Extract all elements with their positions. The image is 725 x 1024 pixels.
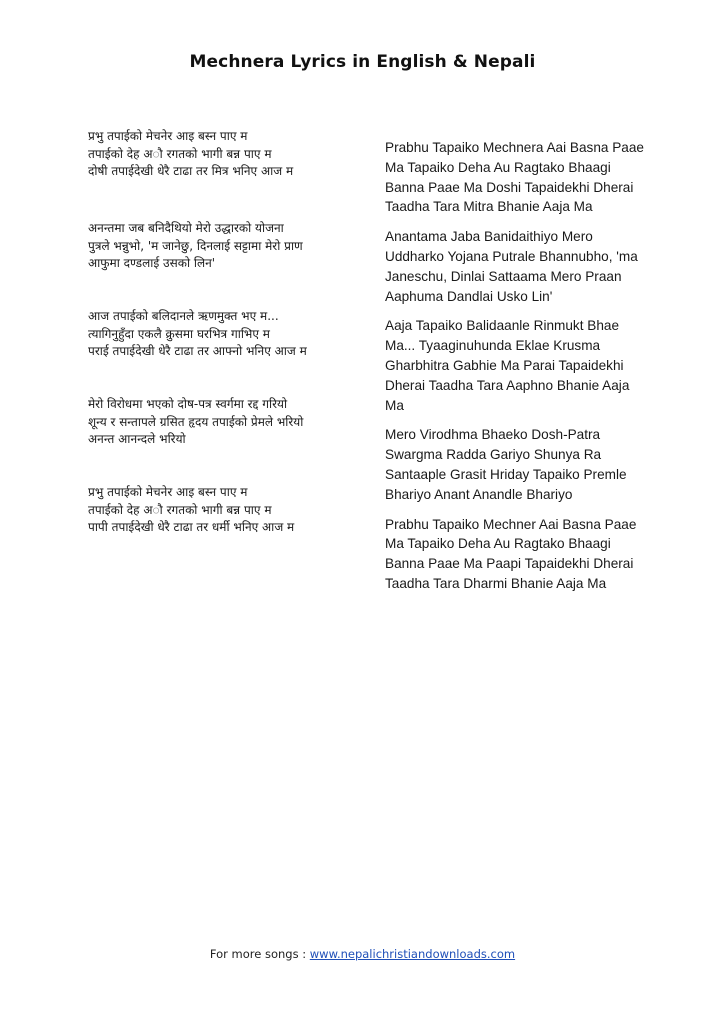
page-title: Mechnera Lyrics in English & Nepali bbox=[189, 52, 536, 72]
nepali-lyrics-column bbox=[88, 128, 358, 576]
nepali-verse-4: मेरो विरोधमा भएको दोष-पत्र स्वर्गमा रद्द गरियो शून्य र सन्तापले ग्रसित हृदय तपाईको प्रेमले भरियो अनन्त आनन्दले भरियो bbox=[88, 397, 304, 446]
english-verse-1: Prabhu Tapaiko Mechnera Aai Basna Paae Ma Tapaiko Deha Au Ragtako Bhaagi Banna Paae Ma Doshi Tapaidekhi Dherai Taadha Tara Mitra Bhanie Aaja Ma bbox=[385, 140, 644, 215]
nepali-verse-3: आज तपाईको बलिदानले ऋणमुक्त भए म... त्यागिनुहुँदा एकलै क्रुसमा घरभित्र गाभिए म पराई तपाईदेखी धेरै टाढा तर आफ्नो भनिए आज म bbox=[88, 309, 307, 358]
english-verse-5: Prabhu Tapaiko Mechner Aai Basna Paae Ma Tapaiko Deha Au Ragtako Bhaagi Banna Paae Ma Paapi Tapaidekhi Dherai Taadha Tara Dharmi Bhanie Aaja Ma bbox=[385, 516, 637, 591]
english-verse-2: Anantama Jaba Banidaithiyo Mero Uddharko Yojana Putrale Bhannubho, 'ma Janeschu, Dinlai Sattaama Mero Praan Aaphuma Dandlai Usko Lin' bbox=[385, 229, 638, 304]
footer-label: For more songs : bbox=[209, 947, 310, 961]
nepali-verse-1: प्रभु तपाईको मेचनेर आइ बस्न पाए म तपाईको देह अौ रगतको भागी बन्न पाए म दोषी तपाईदेखी धेरै टाढा तर मित्र भनिए आज म bbox=[88, 129, 294, 178]
english-verse-4: Mero Virodhma Bhaeko Dosh-Patra Swargma Radda Gariyo Shunya Ra Santaaple Grasit Hriday Tapaiko Premle Bhariyo Anant Anandle Bhariyo bbox=[385, 427, 627, 502]
nepali-verse-5: प्रभु तपाईको मेचनेर आइ बस्न पाए म तपाईको देह अौ रगतको भागी बन्न पाए म पापी तपाईदेखी धेरै टाढा तर धर्मी भनिए आज म bbox=[88, 485, 295, 534]
footer bbox=[0, 947, 725, 961]
english-lyrics-column bbox=[385, 138, 650, 604]
english-verse-3: Aaja Tapaiko Balidaanle Rinmukt Bhae Ma... Tyaaginuhunda Eklae Krusma Gharbhitra Gabhie Ma Parai Tapaidekhi Dherai Taadha Tara Aaphno Bhanie Aaja Ma bbox=[385, 318, 630, 413]
website-link[interactable]: www.nepalichristiandownloads.com bbox=[309, 947, 516, 961]
nepali-verse-2: अनन्तमा जब बनिदैथियो मेरो उद्धारको योजना पुत्रले भन्नुभो, 'म जानेछु, दिनलाई सट्टामा मेरो प्राण आफुमा दण्डलाई उसको लिन' bbox=[88, 221, 303, 270]
